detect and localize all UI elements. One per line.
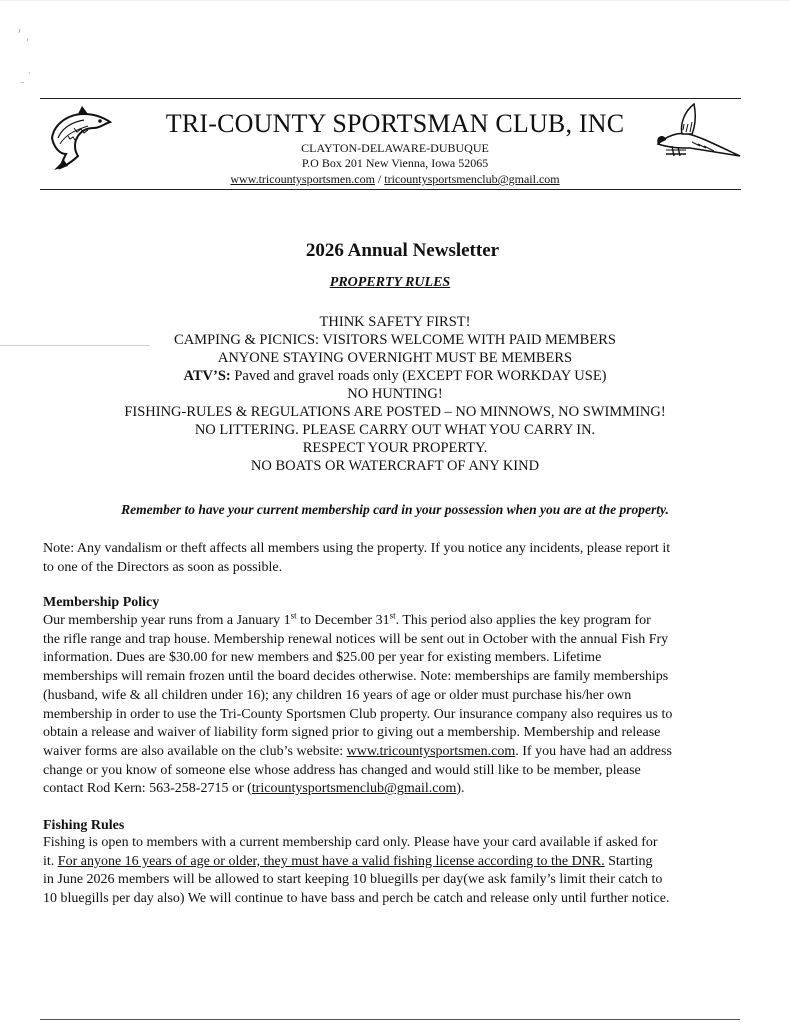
membership-line: the rifle range and trap house. Membership renewal notices will be sent out in October with the annual Fish Fry — [43, 631, 669, 647]
note-line: to one of the Directors as soon as possible. — [43, 559, 283, 575]
membership-text: to December 31 — [296, 613, 390, 628]
club-website-link[interactable]: www.tricountysportsmen.com — [230, 172, 375, 186]
scan-speck: · — [26, 35, 29, 45]
membership-policy-heading: Membership Policy — [43, 595, 160, 610]
letterhead-top-rule — [40, 98, 741, 99]
fishing-line: 10 bluegills per day also) We will continue to have bass and perch be catch and release only until further notice. — [43, 891, 670, 907]
rule-respect-property: RESPECT YOUR PROPERTY. — [302, 440, 488, 456]
rule-fishing: FISHING-RULES & REGULATIONS ARE POSTED – NO MINNOWS, NO SWIMMING! — [124, 404, 666, 420]
fishing-line: in June 2026 members will be allowed to start keeping 10 bluegills per day(we ask family’s limit their catch to — [43, 872, 663, 888]
fishing-rules-heading: Fishing Rules — [43, 818, 125, 833]
contact-separator: / — [374, 172, 385, 186]
letterhead-bottom-rule — [40, 189, 741, 190]
scan-speck: ⁻ — [20, 79, 25, 89]
membership-text: contact Rod Kern: 563-258-2715 or ( — [43, 781, 252, 797]
website-link[interactable]: www.tricountysportsmen.com — [346, 743, 516, 759]
ordinal-suffix: st — [389, 610, 396, 621]
club-address: P.O Box 201 New Vienna, Iowa 52065 — [301, 156, 489, 170]
club-email-link[interactable]: tricountysportsmenclub@gmail.com — [384, 172, 560, 186]
club-counties: CLAYTON-DELAWARE-DUBUQUE — [301, 141, 489, 155]
membership-card-reminder: Remember to have your current membership card in your possession when you are at the property. — [121, 502, 669, 517]
rule-safety-first: THINK SAFETY FIRST! — [319, 314, 471, 330]
fishing-line — [43, 853, 743, 872]
membership-line — [43, 780, 743, 799]
membership-line: change or you know of someone else whose address has changed and would still like to be member, please — [43, 762, 641, 778]
fishing-text: it. — [43, 853, 58, 869]
rule-no-boats: NO BOATS OR WATERCRAFT OF ANY KIND — [250, 458, 540, 474]
membership-text: waiver forms are also available on the club’s website: — [43, 743, 347, 759]
membership-line — [43, 612, 743, 631]
rule-overnight: ANYONE STAYING OVERNIGHT MUST BE MEMBERS — [217, 350, 573, 366]
membership-text: Our membership year runs from a January 1 — [43, 613, 291, 628]
fishing-rules-text — [43, 834, 743, 909]
membership-policy-text — [43, 612, 743, 799]
membership-line: (husband, wife & all children under 16); any children 16 years of age or older must purchase his/her own — [43, 687, 632, 703]
property-rules-heading: PROPERTY RULES — [329, 275, 451, 290]
newsletter-title: 2026 Annual Newsletter — [305, 240, 500, 261]
fishing-license-requirement: For anyone 16 years of age or older, they must have a valid fishing license according to the DNR. — [57, 853, 605, 869]
scan-speck: ˑ — [28, 69, 31, 79]
membership-line: membership in order to use the Tri-County Sportsmen Club property. Our insurance company also requires us to — [43, 706, 673, 722]
rule-no-littering: NO LITTERING. PLEASE CARRY OUT WHAT YOU CARRY IN. — [194, 422, 596, 438]
rule-atvs-label: ATV’S: — [183, 368, 231, 384]
ordinal-suffix: st — [290, 610, 297, 621]
membership-text: ). — [456, 781, 465, 797]
membership-text: . This period also applies the key program for — [395, 613, 651, 628]
pheasant-logo-icon — [652, 102, 742, 162]
email-link[interactable]: tricountysportsmenclub@gmail.com — [251, 781, 457, 797]
club-name: TRI-COUNTY SPORTSMAN CLUB, INC — [165, 109, 625, 138]
membership-line — [43, 743, 743, 762]
scan-edge-top — [0, 0, 790, 1]
rule-atvs-text: Paved and gravel roads only (EXCEPT FOR WORKDAY USE) — [230, 368, 607, 384]
membership-line: obtain a release and waiver of liability form signed prior to giving out a membership. Membership and release — [43, 725, 661, 741]
jumping-fish-logo-icon — [44, 104, 114, 174]
fishing-text: Starting — [604, 853, 653, 869]
note-line: Note: Any vandalism or theft affects all members using the property. If you notice any incidents, please report it — [43, 541, 671, 556]
membership-line: information. Dues are $30.00 for new members and $25.00 per year for existing members. Lifetime — [43, 650, 602, 666]
membership-text: . If you have had an address — [515, 743, 672, 759]
fishing-line: Fishing is open to members with a current membership card only. Please have your card available if asked for — [43, 835, 658, 850]
membership-line: memberships will remain frozen until the board decides otherwise. Note: memberships are family memberships — [43, 669, 669, 685]
scan-edge-bottom — [40, 1019, 740, 1020]
rule-no-hunting: NO HUNTING! — [347, 386, 443, 402]
vandalism-note — [43, 540, 743, 577]
club-contact-line — [150, 172, 640, 187]
rule-camping-picnics: CAMPING & PICNICS: VISITORS WELCOME WITH PAID MEMBERS — [174, 332, 616, 348]
scan-speck: ⁾ — [18, 27, 21, 37]
rule-atvs — [0, 367, 790, 385]
